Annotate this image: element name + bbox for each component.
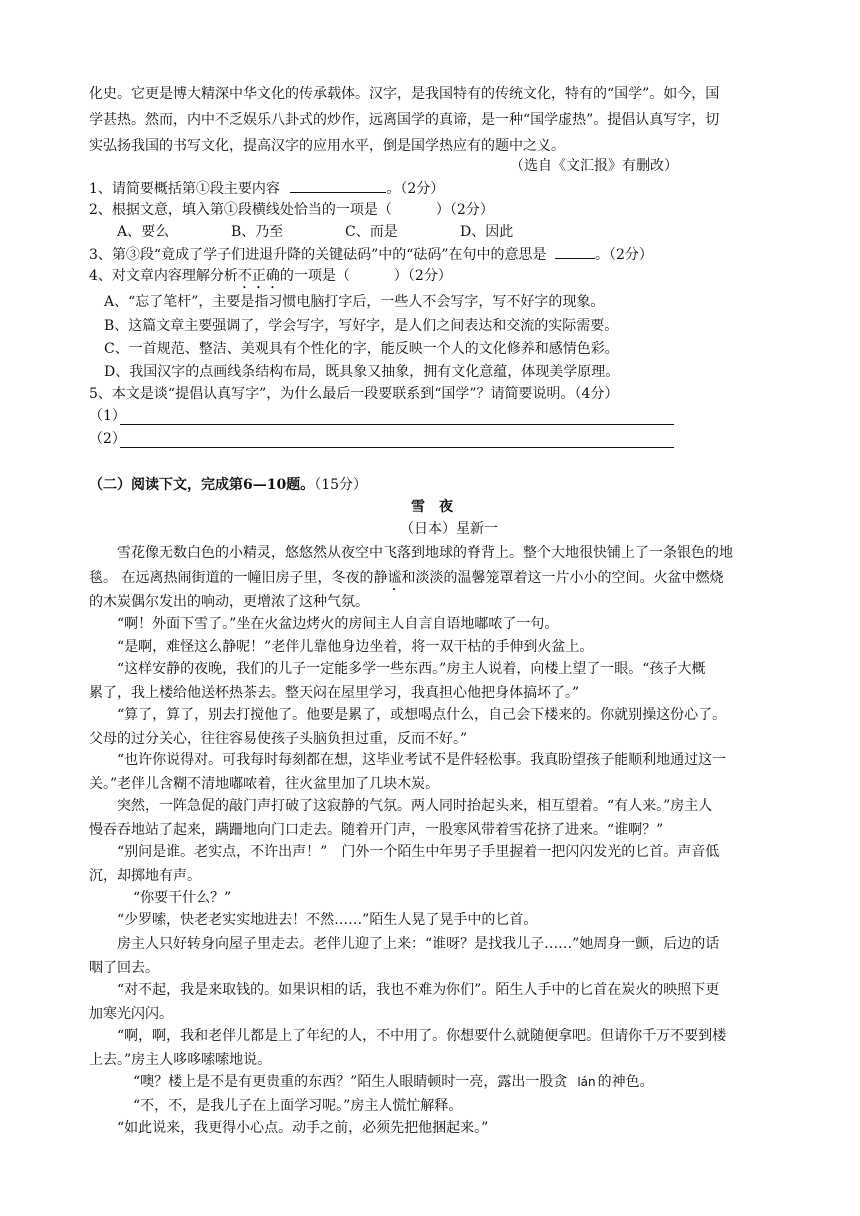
question-4-score: ）（2分） (393, 268, 452, 284)
story-text: 毯。 在远离热闹街道的一幢旧房子里，冬夜的静 (89, 570, 388, 586)
answer-line-2[interactable] (120, 447, 674, 448)
question-2-score: ）（2分） (435, 202, 494, 218)
story-line: “这样安静的夜晚，我们的儿子一定能多学一些东西。”房主人说着，向楼上望了一眼。“孩子大概 (117, 661, 706, 677)
q2-option-a: A、要么 (117, 224, 170, 240)
story-line: 雪花像无数白色的小精灵，悠悠然从夜空中飞落到地球的脊背上。整个大地很快铺上了一条银色的地 (117, 545, 733, 561)
question-3-text: 3、第③段“竟成了学子们进退升降的关键砝码”中的“砝码”在句中的意思是 (89, 247, 547, 263)
q2-option-d: D、因此 (460, 224, 514, 240)
question-4-text-end: 的一项是（ (279, 268, 350, 284)
story-line: “算了，算了，别去打搅他了。他要是累了，或想喝点什么，自己会下楼来的。你就别操这份心了。 (117, 707, 727, 723)
story-line: “你要干什么？” (133, 890, 232, 906)
question-2-text: 2、根据文意，填入第①段横线处恰当的一项是（ (89, 202, 392, 218)
story-author: （日本）星新一 (400, 521, 498, 537)
story-line: 加寒光闪闪。 (89, 1006, 173, 1022)
paragraph-line: 学甚热。然而，内中不乏娱乐八卦式的炒作，远离国学的真谛，是一种“国学虚热”。提倡认真写字，切 (89, 112, 720, 128)
story-line: “不，不，是我儿子在上面学习呢。”房主人慌忙解释。 (133, 1098, 463, 1114)
answer-blank[interactable] (290, 178, 386, 193)
story-text: “噢？楼上是不是有更贵重的东西？”陌生人眼睛顿时一亮，露出一股贪 (133, 1074, 568, 1090)
story-text: 和淡淡的温馨笼罩着这一片小小的空间。火盆中燃烧 (401, 570, 724, 586)
question-1-score: 。（2分） (386, 181, 445, 197)
q2-option-c: C、而是 (345, 224, 398, 240)
question-5: 5、本文是谈“提倡认真写字”，为什么最后一段要联系到“国学”？请简要说明。（4分） (89, 386, 619, 402)
source-citation: （选自《文汇报》有删改） (510, 158, 678, 174)
story-line: “是啊，难怪这么静呢！”老伴儿靠他身边坐着，将一双干枯的手伸到火盆上。 (117, 639, 594, 655)
story-line: 关。”老伴儿含糊不清地嘟哝着，往火盆里加了几块木炭。 (89, 776, 440, 792)
section-2-heading (89, 475, 367, 495)
section-2-score: （15分） (314, 477, 368, 493)
story-line: “啊，啊，我和老伴儿都是上了年纪的人，不中用了。你想要什么就随便拿吧。但请你千万不要到楼 (117, 1028, 727, 1044)
answer-label-2: （2） (89, 431, 126, 447)
story-line (133, 1072, 654, 1092)
question-4-text: 4、对文章内容理解分析 (89, 268, 238, 284)
story-line: “少罗嗦，快老老实实地进去！不然……”陌生人晃了晃手中的匕首。 (117, 912, 538, 928)
story-line: “对不起，我是来取钱的。如果识相的话，我也不难为你们”。陌生人手中的匕首在炭火的映照下更 (117, 982, 720, 998)
answer-blank[interactable] (555, 244, 595, 259)
paragraph-line: 化史。它更是博大精深中华文化的传承载体。汉字，是我国特有的传统文化，特有的“国学”。如今，国 (89, 86, 720, 102)
story-title: 雪 夜 (411, 499, 453, 515)
story-line: 父母的过分关心，往往容易使孩子头脑负担过重，反而不好。” (89, 731, 468, 747)
story-line: “啊！外面下雪了。”坐在火盆边烤火的房间主人自言自语地嘟哝了一句。 (117, 616, 559, 632)
story-line: 咽了回去。 (89, 960, 159, 976)
question-1 (89, 178, 444, 199)
section-2-title: （二）阅读下文，完成第6—10题。 (89, 477, 315, 493)
story-text: 的神色。 (597, 1074, 654, 1090)
story-line: 沉，却掷地有声。 (89, 868, 201, 884)
story-line (89, 568, 723, 594)
q4-option-b: B、这篇文章主要强调了，学会写字，写好字，是人们之间表达和交流的实际需要。 (104, 318, 619, 334)
story-line: 的木炭偶尔发出的响动，更增浓了这种气氛。 (89, 594, 369, 610)
story-line: “如此说来，我更得小心点。动手之前，必须先把他捆起来。” (117, 1120, 489, 1136)
question-3 (89, 244, 653, 265)
q4-option-c: C、一首规范、整洁、美观具有个性化的字，能反映一个人的文化修养和感情色彩。 (104, 341, 619, 357)
question-2 (89, 200, 494, 220)
story-line: 累了，我上楼给他送杯热茶去。整天闷在屋里学习，我真担心他把身体搞坏了。” (89, 685, 580, 701)
story-line: “也许你说得对。可我每时每刻都在想，这毕业考试不是件轻松事。我真盼望孩子能顺利地通过这一 (117, 752, 727, 768)
story-line: 房主人只好转身向屋子里走去。老伴儿迎了上来：“谁呀？是找我儿子……”她周身一颤，后边的话 (117, 936, 720, 952)
emphasis-text: 谧 (387, 570, 402, 586)
question-4 (89, 266, 452, 292)
pinyin-annotation: lán (577, 1075, 596, 1089)
q4-option-a: A、“忘了笔杆”，主要是指习惯电脑打字后，一些人不会写字，写不好字的现象。 (104, 294, 605, 310)
question-3-score: 。（2分） (595, 247, 653, 263)
story-line: 慢吞吞地站了起来，蹒跚地向门口走去。随着开门声，一股寒风带着雪花挤了进来。“谁啊？” (89, 822, 664, 838)
question-1-text: 1、请简要概括第①段主要内容 (89, 181, 280, 197)
q2-option-b: B、乃至 (231, 224, 284, 240)
paragraph-line: 实弘扬我国的书写文化，提高汉字的应用水平，倒是国学热应有的题中之义。 (89, 138, 565, 154)
emphasis-text: 不正确 (237, 268, 280, 284)
answer-line-1[interactable] (120, 424, 674, 425)
q4-option-d: D、我国汉字的点画线条结构布局，既具象又抽象，拥有文化意蕴，体现美学原理。 (104, 364, 620, 380)
answer-label-1: （1） (89, 408, 126, 424)
story-line: 突然，一阵急促的敲门声打破了这寂静的气氛。两人同时抬起头来，相互望着。“有人来。”房主人 (117, 798, 713, 814)
story-line: 上去。”房主人哆哆嗦嗦地说。 (89, 1052, 272, 1068)
story-line: “别问是谁。老实点，不许出声！” 门外一个陌生中年男子手里握着一把闪闪发光的匕首。声音低 (117, 844, 720, 860)
